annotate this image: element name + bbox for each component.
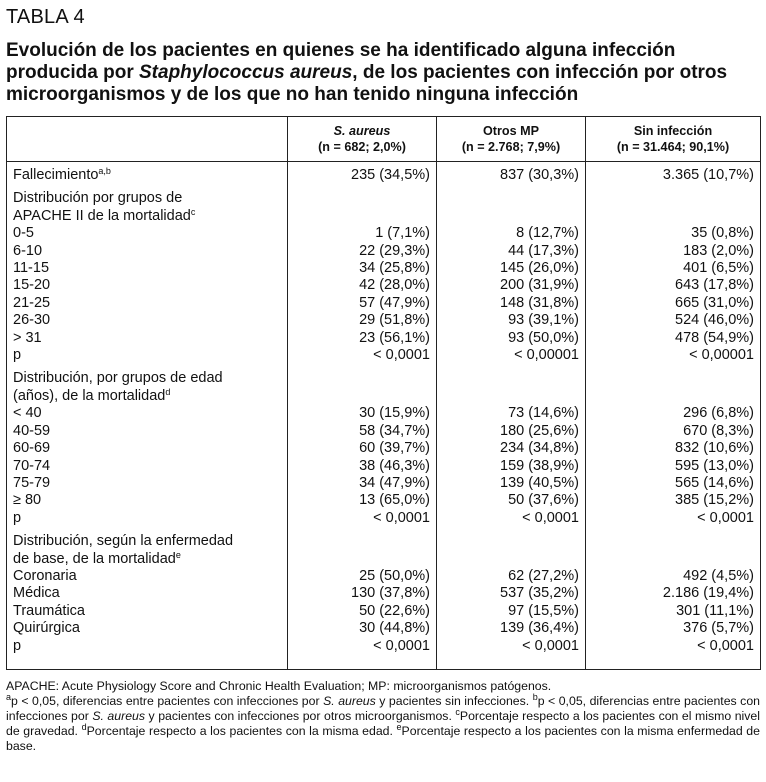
cell-otros-mp: 145 (26,0%): [437, 260, 586, 277]
cell-otros-mp: < 0,00001: [437, 347, 586, 364]
cell-sin-infeccion: 296 (6,8%): [586, 405, 761, 422]
header-sin-infeccion: Sin infección (n = 31.464; 90,1%): [586, 117, 761, 162]
cell-s-aureus: 38 (46,3%): [288, 458, 437, 475]
cell-otros-mp: 234 (34,8%): [437, 440, 586, 457]
cell-s-aureus: 34 (47,9%): [288, 475, 437, 492]
cell-otros-mp: 180 (25,6%): [437, 423, 586, 440]
cell-sin-infeccion: 2.186 (19,4%): [586, 585, 761, 602]
section-title-edad-1: [7, 364, 761, 387]
cell-otros-mp: 139 (36,4%): [437, 620, 586, 637]
table-row: [7, 475, 761, 492]
cell-sin-infeccion: < 0,0001: [586, 510, 761, 527]
cell-sin-infeccion: 524 (46,0%): [586, 312, 761, 329]
table-row: [7, 405, 761, 422]
cell-sin-infeccion: 301 (11,1%): [586, 603, 761, 620]
cell-sin-infeccion: 478 (54,9%): [586, 330, 761, 347]
row-label: Quirúrgica: [7, 620, 288, 637]
cell-s-aureus: 1 (7,1%): [288, 225, 437, 242]
cell-otros-mp: 148 (31,8%): [437, 295, 586, 312]
cell-s-aureus: 34 (25,8%): [288, 260, 437, 277]
table-footnotes: [6, 679, 760, 754]
cell-s-aureus: 60 (39,7%): [288, 440, 437, 457]
title-text-1: Evolución de los pacientes en quienes se ha identificado alguna infección producida por: [6, 40, 676, 83]
table-row: [7, 440, 761, 457]
cell-s-aureus: 30 (44,8%): [288, 620, 437, 637]
cell-s-aureus: 130 (37,8%): [288, 585, 437, 602]
row-label: 26-30: [7, 312, 288, 329]
cell-otros-mp: < 0,0001: [437, 510, 586, 527]
header-blank-cell: [7, 117, 288, 162]
section-heading: Distribución, por grupos de edad: [7, 364, 288, 387]
cell-otros-mp: < 0,0001: [437, 638, 586, 670]
cell-s-aureus: 42 (28,0%): [288, 277, 437, 294]
cell-s-aureus: 50 (22,6%): [288, 603, 437, 620]
cell-otros-mp: 93 (50,0%): [437, 330, 586, 347]
cell-otros-mp: 200 (31,9%): [437, 277, 586, 294]
table-row: [7, 312, 761, 329]
cell-sin-infeccion: 665 (31,0%): [586, 295, 761, 312]
cell-otros-mp: 159 (38,9%): [437, 458, 586, 475]
row-label: > 31: [7, 330, 288, 347]
cell-otros-mp: 50 (37,6%): [437, 492, 586, 509]
cell-sin-infeccion: 832 (10,6%): [586, 440, 761, 457]
cell-otros-mp: 44 (17,3%): [437, 243, 586, 260]
cell-s-aureus: < 0,0001: [288, 638, 437, 670]
results-table: [6, 116, 761, 670]
row-label: 75-79: [7, 475, 288, 492]
section-heading: de base, de la mortalidad$^e$: [7, 551, 288, 568]
cell-sin-infeccion: 35 (0,8%): [586, 225, 761, 242]
row-label: p: [7, 510, 288, 527]
row-label: Médica: [7, 585, 288, 602]
table-row: [7, 620, 761, 637]
row-label: Fallecimiento$^{a,b}$: [7, 162, 288, 185]
table-row-p-value: [7, 347, 761, 364]
row-label: ≥ 80: [7, 492, 288, 509]
cell-sin-infeccion: < 0,00001: [586, 347, 761, 364]
row-label: Traumática: [7, 603, 288, 620]
cell-sin-infeccion: 670 (8,3%): [586, 423, 761, 440]
row-label: 11-15: [7, 260, 288, 277]
cell-s-aureus: < 0,0001: [288, 347, 437, 364]
cell-otros-mp: 837 (30,3%): [437, 162, 586, 185]
cell-sin-infeccion: 643 (17,8%): [586, 277, 761, 294]
table-row: [7, 492, 761, 509]
section-title-base-2: [7, 551, 761, 568]
header-s-aureus: S. aureus (n = 682; 2,0%): [288, 117, 437, 162]
table-row: [7, 585, 761, 602]
cell-s-aureus: 23 (56,1%): [288, 330, 437, 347]
cell-s-aureus: 235 (34,5%): [288, 162, 437, 185]
section-heading: APACHE II de la mortalidad$^c$: [7, 208, 288, 225]
title-organism: Staphylococcus aureus: [139, 62, 353, 83]
table-row: [7, 295, 761, 312]
table-header-row: [7, 117, 761, 162]
cell-s-aureus: 13 (65,0%): [288, 492, 437, 509]
row-label: 21-25: [7, 295, 288, 312]
section-heading: Distribución por grupos de: [7, 184, 288, 207]
table-row: [7, 225, 761, 242]
table-row: [7, 277, 761, 294]
section-title-base-1: [7, 527, 761, 550]
table-row-p-value: [7, 638, 761, 670]
cell-otros-mp: 537 (35,2%): [437, 585, 586, 602]
cell-s-aureus: 25 (50,0%): [288, 568, 437, 585]
table-row: [7, 260, 761, 277]
row-label: 60-69: [7, 440, 288, 457]
cell-otros-mp: 8 (12,7%): [437, 225, 586, 242]
cell-s-aureus: < 0,0001: [288, 510, 437, 527]
section-heading: Distribución, según la enfermedad: [7, 527, 288, 550]
row-label: 6-10: [7, 243, 288, 260]
table-row: [7, 423, 761, 440]
row-label: Coronaria: [7, 568, 288, 585]
cell-sin-infeccion: 565 (14,6%): [586, 475, 761, 492]
cell-s-aureus: 29 (51,8%): [288, 312, 437, 329]
table-label: TABLA 4: [6, 6, 85, 28]
table-row-fallecimiento: [7, 162, 761, 185]
table-row: [7, 568, 761, 585]
cell-sin-infeccion: 183 (2,0%): [586, 243, 761, 260]
table-row: [7, 330, 761, 347]
cell-sin-infeccion: < 0,0001: [586, 638, 761, 670]
table-row: [7, 243, 761, 260]
row-label: 0-5: [7, 225, 288, 242]
table-row: [7, 603, 761, 620]
cell-otros-mp: 97 (15,5%): [437, 603, 586, 620]
cell-s-aureus: 57 (47,9%): [288, 295, 437, 312]
header-otros-mp: Otros MP (n = 2.768; 7,9%): [437, 117, 586, 162]
footnote-abbreviations: APACHE: Acute Physiology Score and Chronic Health Evaluation; MP: microorganismos patógenos.: [6, 679, 552, 693]
cell-otros-mp: 73 (14,6%): [437, 405, 586, 422]
cell-sin-infeccion: 401 (6,5%): [586, 260, 761, 277]
cell-sin-infeccion: 492 (4,5%): [586, 568, 761, 585]
cell-sin-infeccion: 376 (5,7%): [586, 620, 761, 637]
cell-sin-infeccion: 595 (13,0%): [586, 458, 761, 475]
row-label: p: [7, 638, 288, 670]
row-label: p: [7, 347, 288, 364]
cell-s-aureus: 30 (15,9%): [288, 405, 437, 422]
cell-sin-infeccion: 3.365 (10,7%): [586, 162, 761, 185]
cell-otros-mp: 93 (39,1%): [437, 312, 586, 329]
row-label: 40-59: [7, 423, 288, 440]
cell-otros-mp: 139 (40,5%): [437, 475, 586, 492]
section-heading: (años), de la mortalidad$^d$: [7, 388, 288, 405]
footnote-significance: $^a$p < 0,05, diferencias entre pacientes con infecciones por S. aureus y pacientes sin infecciones. $^b$p < 0,05, diferencias entre pacientes con infecciones por S. aureus y pacientes con infecciones por otros microorganismos. $^c$Porcentaje respecto a los pacientes con el mismo nivel de gravedad. $^d$Porcentaje respecto a los pacientes con la misma edad. $^e$Porcentaje respecto a los pacientes con la misma enfermedad de base.: [6, 692, 761, 753]
row-label: < 40: [7, 405, 288, 422]
cell-s-aureus: 58 (34,7%): [288, 423, 437, 440]
table-row: [7, 458, 761, 475]
title-text-2: , de los pacientes con infección por otros microorganismos y de los que no han tenido ninguna infección: [6, 62, 728, 105]
table-title: [6, 40, 751, 106]
section-title-edad-2: [7, 388, 761, 405]
cell-otros-mp: 62 (27,2%): [437, 568, 586, 585]
row-label: 15-20: [7, 277, 288, 294]
cell-sin-infeccion: 385 (15,2%): [586, 492, 761, 509]
section-title-apache-1: [7, 184, 761, 207]
section-title-apache-2: [7, 208, 761, 225]
row-label: 70-74: [7, 458, 288, 475]
cell-s-aureus: 22 (29,3%): [288, 243, 437, 260]
table-row-p-value: [7, 510, 761, 527]
